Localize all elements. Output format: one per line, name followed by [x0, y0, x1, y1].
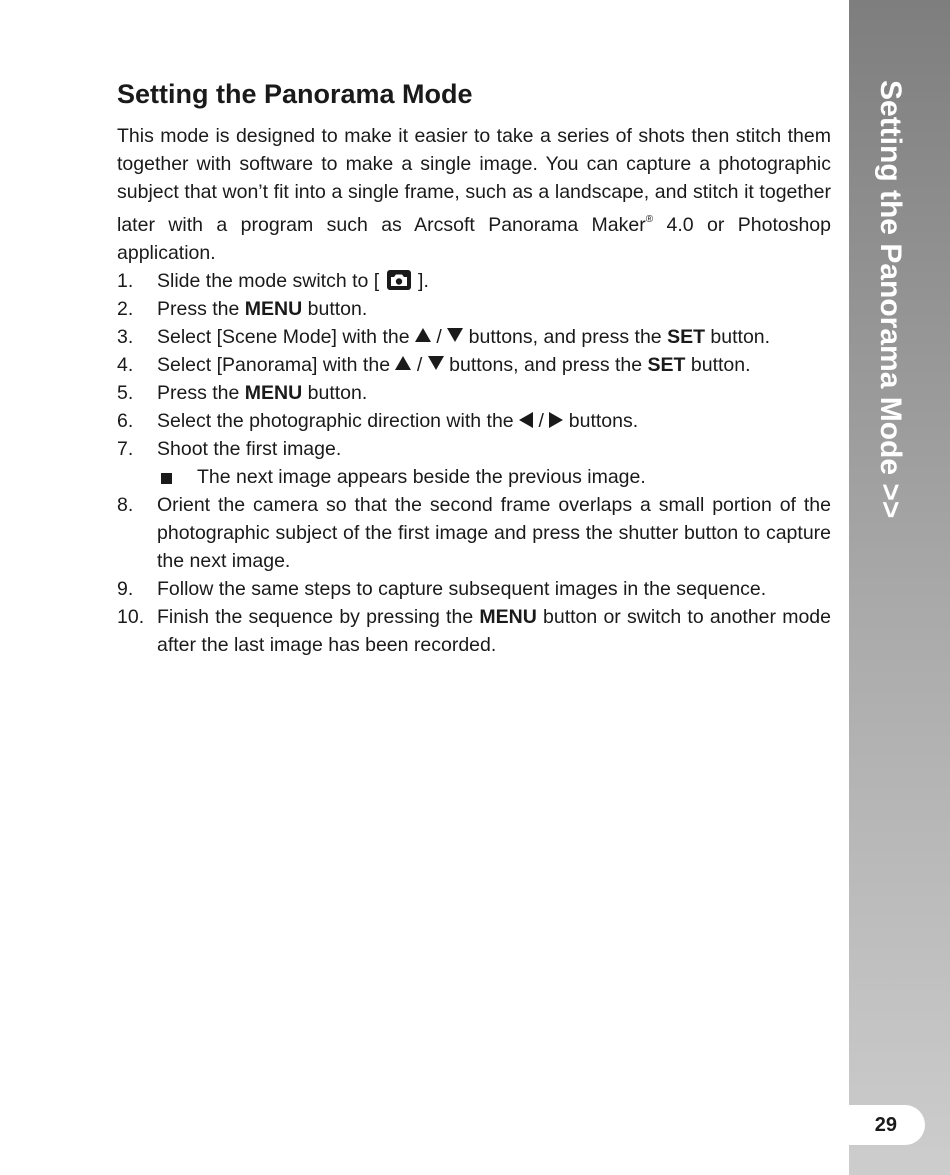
- step-text: Select [Scene Mode] with the: [157, 326, 410, 348]
- step-1: [117, 267, 831, 295]
- set-button-label: SET: [647, 354, 686, 376]
- step-text: Follow the same steps to capture subsequent images in the sequence.: [157, 578, 767, 600]
- set-button-label: SET: [667, 326, 705, 348]
- step-number: 10.: [117, 606, 145, 628]
- slash: /: [436, 326, 442, 348]
- slash: /: [416, 354, 423, 376]
- step-text-mid: buttons, and press the: [468, 326, 668, 348]
- step-text-end: button.: [302, 298, 368, 320]
- step-number: 7.: [117, 438, 134, 460]
- step-text: Press the: [157, 382, 245, 404]
- step-text-end: button.: [685, 354, 751, 376]
- step-number: 3.: [117, 326, 134, 348]
- square-bullet-icon: [161, 473, 172, 484]
- menu-button-label: MENU: [479, 606, 537, 628]
- intro-tail: 4.0 or Photoshop application.: [117, 214, 831, 264]
- step-number: 4.: [117, 354, 134, 376]
- step-8: [117, 491, 831, 575]
- step-text: Slide the mode switch to [: [157, 270, 380, 292]
- registered-mark: ®: [645, 214, 654, 225]
- sidebar-section-title: Setting the Panorama Mode >>: [874, 80, 907, 519]
- step-number: 2.: [117, 298, 134, 320]
- intro-text: This mode is designed to make it easier to take a series of shots then stitch them together with software to make a single image. You can capture a photographic subject that won’t fit into a single frame, such as a landscape, and stitch it together later with a program such as Arcsoft Panorama Maker: [117, 125, 831, 236]
- step-7-note: [157, 463, 831, 491]
- step-number: 1.: [117, 270, 134, 292]
- step-text: Select [Panorama] with the: [157, 354, 391, 376]
- note-text: The next image appears beside the previous image.: [197, 466, 646, 488]
- step-text: Select the photographic direction with the: [157, 410, 514, 432]
- down-arrow-icon: [428, 356, 444, 370]
- step-text-end: button.: [705, 326, 771, 348]
- steps-list: [117, 267, 831, 659]
- left-arrow-icon: [519, 412, 533, 428]
- step-text-end: ].: [418, 270, 429, 292]
- up-arrow-icon: [415, 328, 431, 342]
- step-7: [117, 435, 831, 491]
- down-arrow-icon: [447, 328, 463, 342]
- step-text: Shoot the first image.: [157, 438, 342, 460]
- up-arrow-icon: [395, 356, 411, 370]
- page-title: Setting the Panorama Mode: [117, 79, 473, 109]
- intro-paragraph: [117, 122, 831, 267]
- step-text-end: button.: [302, 382, 368, 404]
- step-text-end: buttons.: [568, 410, 639, 432]
- step-number: 9.: [117, 578, 134, 600]
- step-number: 5.: [117, 382, 134, 404]
- step-6: [117, 407, 831, 435]
- page-number: 29: [849, 1105, 925, 1145]
- step-text: Orient the camera so that the second frame overlaps a small portion of the photographic subject of the first image and press the shutter button to capture the next image.: [157, 494, 831, 572]
- right-arrow-icon: [549, 412, 563, 428]
- camera-icon: [387, 270, 411, 290]
- step-10: [117, 603, 831, 659]
- menu-button-label: MENU: [244, 298, 303, 320]
- page-content: [117, 78, 831, 659]
- step-2: [117, 295, 831, 323]
- slash: /: [538, 410, 544, 432]
- step-number: 6.: [117, 410, 134, 432]
- step-text: Finish the sequence by pressing the: [157, 606, 480, 628]
- step-3: [117, 323, 831, 351]
- step-9: [117, 575, 831, 603]
- step-4: [117, 351, 831, 379]
- step-5: [117, 379, 831, 407]
- step-text-end: button or switch to another mode after the last image has been recorded.: [157, 606, 832, 656]
- step-number: 8.: [117, 494, 134, 516]
- step-text-mid: buttons, and press the: [449, 354, 648, 376]
- menu-button-label: MENU: [244, 382, 303, 404]
- step-text: Press the: [157, 298, 245, 320]
